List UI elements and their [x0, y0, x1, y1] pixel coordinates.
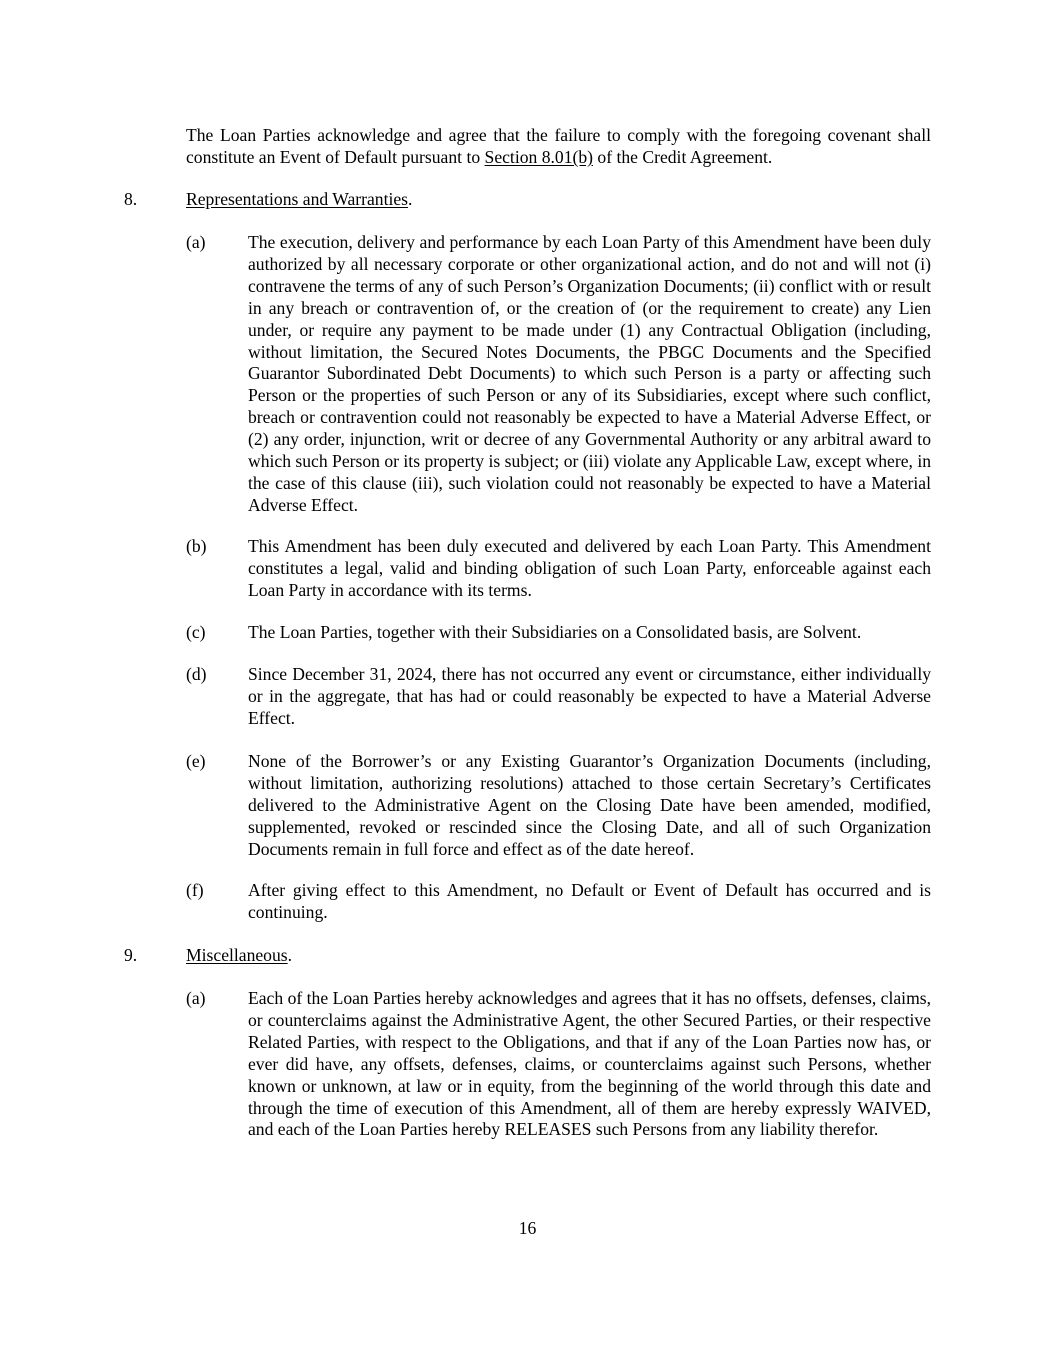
intro-paragraph: [186, 125, 931, 169]
page-number: 16: [518, 1218, 537, 1238]
item-text: The Loan Parties, together with their Subsidiaries on a Consolidated basis, are Solvent.: [248, 622, 862, 642]
item-text: The execution, delivery and performance by each Loan Party of this Amendment have been duly authorized by all necessary corporate or other organizational action, and do not and will not (i) contravene the terms of any of such Person’s Organization Documents; (ii) conflict with or result in any breach or contravention of, or the creation of (or the requirement to create) any Lien under, or require any payment to be made under (1) any Contractual Obligation (including, without limitation, the Secured Notes Documents, the PBGC Documents and the Specified Guarantor Subordinated Debt Documents) to which such Person is a party or affecting such Person or the properties of such Person or any of its Subsidiaries, except where such conflict, breach or contravention could not reasonably be expected to have a Material Adverse Effect, or (2) any order, injunction, writ or decree of any Governmental Authority or any arbitral award to which such Person or its property is subject; or (iii) violate any Applicable Law, except where, in the case of this clause (iii), such violation could not reasonably be expected to have a Material Adverse Effect.: [248, 232, 931, 515]
item-label: (a): [186, 232, 206, 252]
section-9-title: [186, 945, 292, 967]
intro-text-before: The Loan Parties acknowledge and agree that the failure to comply with the foregoing covenant shall constitute an Event of Default pursuant to: [186, 125, 931, 167]
item-label: (c): [186, 622, 206, 642]
section-8-title: [186, 189, 412, 211]
item-text: Each of the Loan Parties hereby acknowledges and agrees that it has no offsets, defenses, claims, or counterclaims against the Administrative Agent, the other Secured Parties, or their respective Related Parties, with respect to the Obligations, and that if any of the Loan Parties now has, or ever did have, any offsets, defenses, claims, or counterclaims against such Persons, whether known or unknown, at law or in equity, from the beginning of the world through this date and through the time of execution of this Amendment, all of them are hereby expressly WAIVED, and each of the Loan Parties hereby RELEASES such Persons from any liability therefor.: [248, 988, 931, 1140]
item-text: None of the Borrower’s or any Existing Guarantor’s Organization Documents (including, without limitation, authorizing resolutions) attached to those certain Secretary’s Certificates delivered to the Administrative Agent on the Closing Date have been amended, modified, supplemented, revoked or rescinded since the Closing Date, and all of such Organization Documents remain in full force and effect as of the date hereof.: [248, 751, 931, 859]
section-9-number: 9.: [124, 945, 138, 965]
intro-text-after: of the Credit Agreement.: [593, 146, 773, 167]
item-text: This Amendment has been duly executed and delivered by each Loan Party. This Amendment constitutes a legal, valid and binding obligation of such Loan Party, enforceable against each Loan Party in accordance with its terms.: [248, 536, 931, 600]
item-text: After giving effect to this Amendment, no Default or Event of Default has occurred and is continuing.: [248, 880, 931, 922]
item-label: (e): [186, 751, 206, 771]
item-text: Since December 31, 2024, there has not occurred any event or circumstance, either individually or in the aggregate, that has had or could reasonably be expected to have a Material Adverse Effect.: [248, 664, 931, 728]
item-label: (d): [186, 664, 207, 684]
section-9-title-suffix: .: [287, 945, 293, 965]
item-label: (b): [186, 536, 207, 556]
section-9-title-text: Miscellaneous: [186, 945, 288, 965]
item-label: (f): [186, 880, 204, 900]
item-label: (a): [186, 988, 206, 1008]
section-reference-link: Section 8.01(b): [484, 146, 594, 167]
section-8-title-suffix: .: [408, 189, 413, 209]
section-8-number: 8.: [124, 189, 138, 209]
section-8-title-text: Representations and Warranties: [186, 189, 409, 209]
